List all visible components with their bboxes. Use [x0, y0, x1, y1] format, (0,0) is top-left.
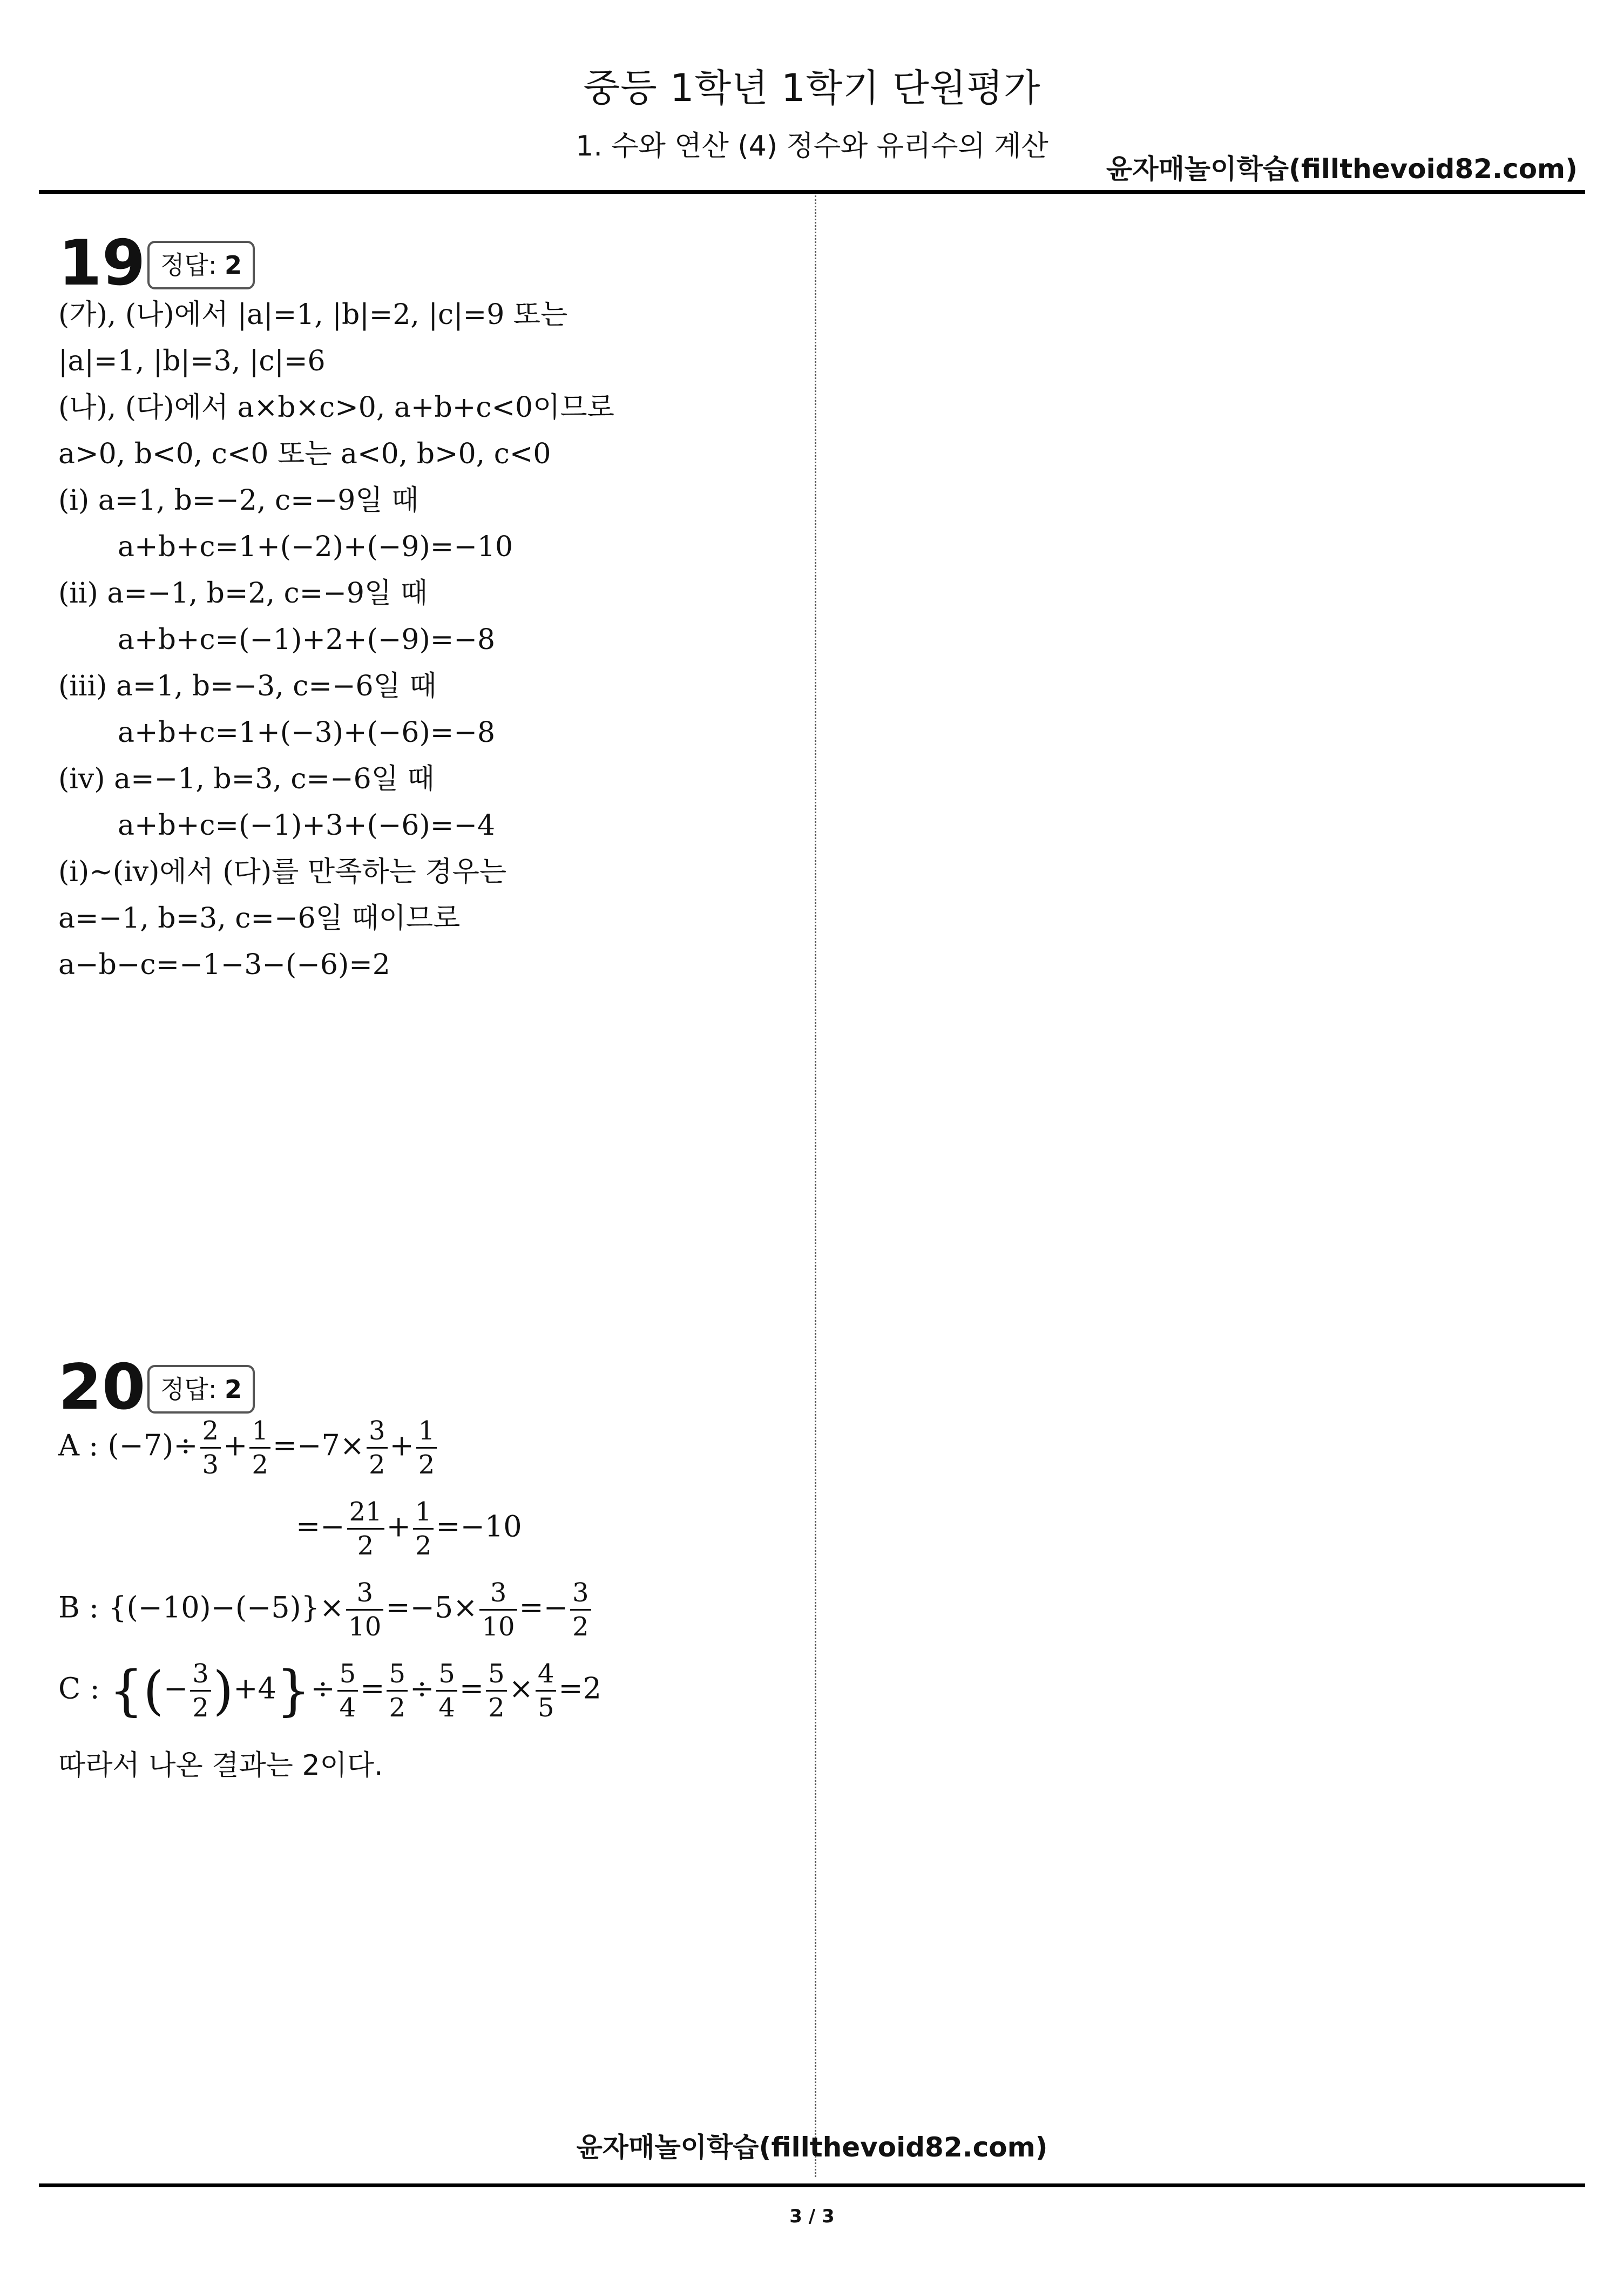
fraction [486, 1658, 507, 1724]
header-brand: 윤자매놀이학습(fillthevoid82.com) [1106, 153, 1578, 185]
solution-line: (ⅰ)~(ⅳ)에서 (다)를 만족하는 경우는 [58, 856, 507, 888]
numerator: 21 [347, 1496, 384, 1530]
numerator: 4 [536, 1658, 557, 1692]
expr-part: + [386, 1509, 411, 1544]
denominator: 2 [368, 1450, 385, 1480]
fraction [570, 1577, 591, 1643]
expr-part: {(−10)−(−5)}× [108, 1590, 344, 1625]
paren: ) [213, 1660, 234, 1721]
conclusion-text: 따라서 나온 결과는 2이다. [58, 1749, 383, 1782]
denominator: 2 [415, 1531, 432, 1561]
page-number: 3 / 3 [789, 2206, 835, 2227]
solution-line: a+b+c=1+(−3)+(−6)=−8 [118, 716, 496, 749]
solution-line: (ⅲ) a=1, b=−3, c=−6일 때 [58, 670, 437, 702]
denominator: 2 [192, 1693, 209, 1723]
solution-line: (ⅰ) a=1, b=−2, c=−9일 때 [58, 484, 419, 517]
answer-box [147, 241, 255, 289]
expr-part: +4 [233, 1671, 276, 1706]
denominator: 10 [348, 1612, 382, 1642]
numerator: 5 [387, 1658, 408, 1692]
fraction [387, 1658, 408, 1724]
question-number: 20 [58, 1351, 146, 1424]
denominator: 2 [389, 1693, 406, 1723]
fraction [416, 1415, 437, 1481]
answer-value: 2 [225, 1375, 242, 1404]
solution-line: |a|=1, |b|=3, |c|=6 [58, 345, 326, 377]
solution-line: (나), (다)에서 a×b×c>0, a+b+c<0이므로 [58, 391, 614, 424]
expression-a-continued [296, 1496, 522, 1562]
question-20 [58, 1350, 798, 1782]
answer-label: 정답: [160, 1375, 225, 1404]
numerator: 5 [337, 1658, 358, 1692]
expression-c [58, 1658, 601, 1724]
expr-part: =− [519, 1590, 569, 1625]
fraction [413, 1496, 434, 1562]
denominator: 2 [418, 1450, 435, 1480]
denominator: 5 [537, 1693, 554, 1723]
numerator: 3 [479, 1577, 517, 1611]
expr-part: − [163, 1671, 188, 1706]
expr-part: + [389, 1428, 414, 1463]
solution-line: a−b−c=−1−3−(−6)=2 [58, 949, 390, 981]
expression-a [58, 1415, 439, 1481]
numerator: 1 [249, 1415, 270, 1449]
colon: : [80, 1671, 109, 1706]
footer-rule [39, 2183, 1585, 2187]
solution-line: (가), (나)에서 |a|=1, |b|=2, |c|=9 또는 [58, 299, 568, 331]
solution-line: (ⅳ) a=−1, b=3, c=−6일 때 [58, 763, 435, 795]
expr-part: (−7)÷ [107, 1428, 198, 1463]
numerator: 3 [367, 1415, 388, 1449]
question-19 [58, 226, 798, 981]
fraction [249, 1415, 270, 1481]
footer-brand: 윤자매놀이학습(fillthevoid82.com) [576, 2132, 1048, 2163]
question-number: 19 [58, 227, 146, 300]
page-title: 중등 1학년 1학기 단원평가 [583, 66, 1041, 110]
numerator: 1 [416, 1415, 437, 1449]
answer-box [147, 1365, 255, 1414]
brace: { [109, 1659, 144, 1722]
expr-part: ÷ [310, 1671, 335, 1706]
expression-b [58, 1577, 593, 1643]
numerator: 5 [436, 1658, 457, 1692]
denominator: 3 [202, 1450, 219, 1480]
label-c: C [58, 1671, 81, 1706]
fraction [347, 1496, 384, 1562]
expr-part: = [459, 1671, 484, 1706]
denominator: 2 [357, 1531, 374, 1561]
expr-part: =2 [558, 1671, 602, 1706]
expr-part: + [223, 1428, 248, 1463]
numerator: 2 [200, 1415, 221, 1449]
expr-part: × [509, 1671, 533, 1706]
denominator: 4 [339, 1693, 356, 1723]
denominator: 10 [482, 1612, 515, 1642]
fraction [190, 1658, 211, 1724]
answer-value: 2 [225, 251, 242, 280]
fraction [200, 1415, 221, 1481]
numerator: 3 [570, 1577, 591, 1611]
denominator: 4 [438, 1693, 455, 1723]
expr-part: =− [296, 1509, 345, 1544]
fraction [367, 1415, 388, 1481]
solution-lines [58, 292, 798, 988]
page-subtitle: 1. 수와 연산 (4) 정수와 유리수의 계산 [576, 130, 1048, 163]
denominator: 2 [572, 1612, 589, 1642]
fraction [536, 1658, 557, 1724]
solution-line: a+b+c=1+(−2)+(−9)=−10 [118, 531, 513, 563]
expr-part: = [360, 1671, 385, 1706]
fraction [346, 1577, 383, 1643]
colon: : [79, 1428, 108, 1463]
fraction [479, 1577, 517, 1643]
numerator: 1 [413, 1496, 434, 1530]
label-b: B [58, 1590, 80, 1625]
fraction [337, 1658, 358, 1724]
expr-part: =−10 [436, 1509, 522, 1544]
solution-line: a>0, b<0, c<0 또는 a<0, b>0, c<0 [58, 438, 551, 470]
expr-part: =−5× [385, 1590, 478, 1625]
answer-label: 정답: [160, 251, 225, 280]
paren: ( [143, 1660, 164, 1721]
numerator: 3 [190, 1658, 211, 1692]
expr-part: =−7× [272, 1428, 364, 1463]
header-rule [39, 190, 1585, 194]
denominator: 2 [488, 1693, 505, 1723]
label-a: A [58, 1428, 79, 1463]
denominator: 2 [252, 1450, 268, 1480]
column-divider [815, 195, 816, 2177]
expr-part: ÷ [410, 1671, 435, 1706]
numerator: 5 [486, 1658, 507, 1692]
colon: : [79, 1590, 109, 1625]
solution-line: a=−1, b=3, c=−6일 때이므로 [58, 902, 461, 935]
solution-line: (ⅱ) a=−1, b=2, c=−9일 때 [58, 577, 428, 610]
brace: } [276, 1659, 311, 1722]
numerator: 3 [346, 1577, 383, 1611]
solution-line: a+b+c=(−1)+3+(−6)=−4 [118, 809, 496, 842]
fraction [436, 1658, 457, 1724]
solution-line: a+b+c=(−1)+2+(−9)=−8 [118, 624, 496, 656]
